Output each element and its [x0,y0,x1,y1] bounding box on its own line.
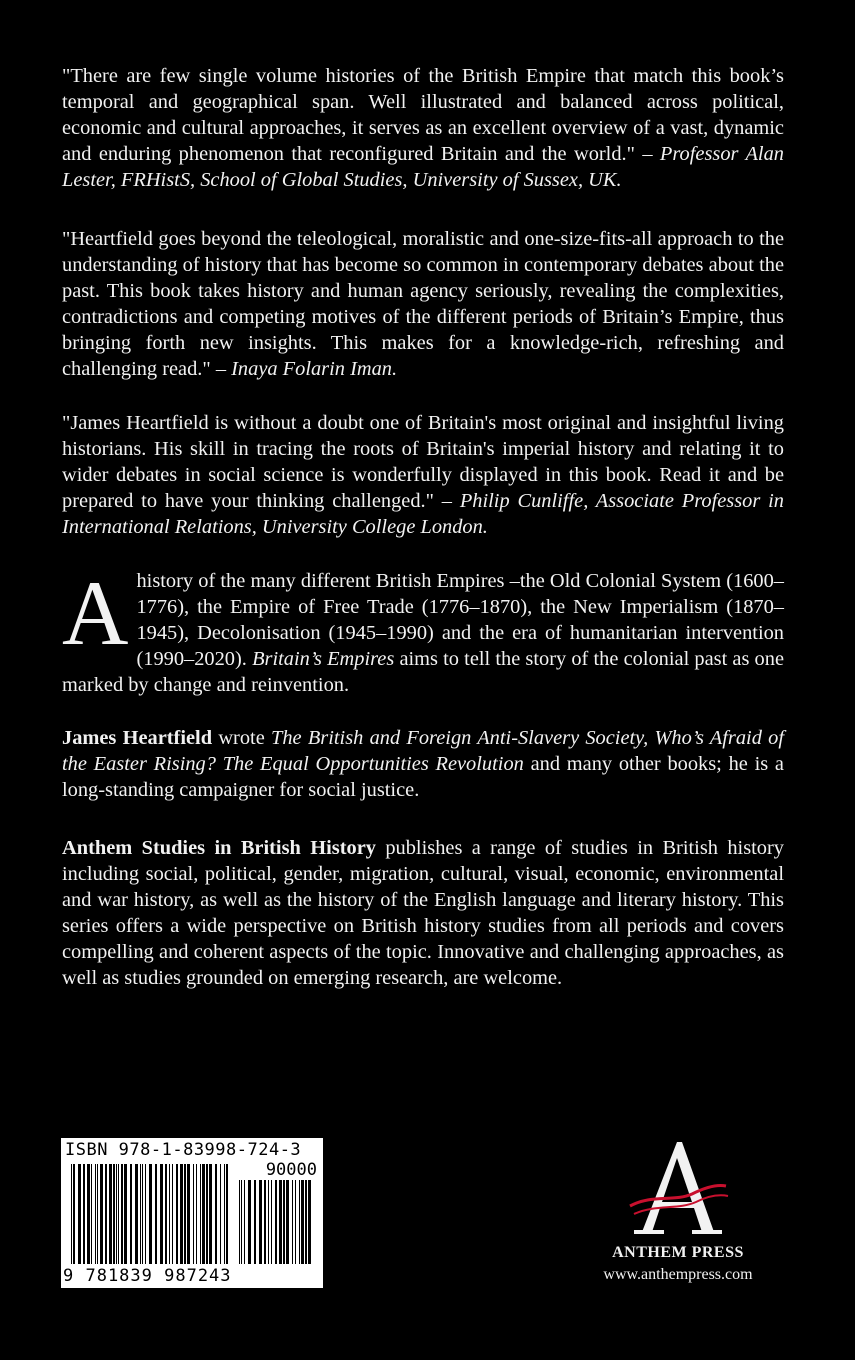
barcode-bar [193,1164,194,1264]
barcode-bar [160,1164,163,1264]
barcode-bar [95,1164,96,1264]
barcode-bar [292,1180,293,1264]
barcode-bar [241,1180,242,1264]
barcode-digits: 9 781839 987243 [63,1266,232,1286]
barcode-bar [308,1180,311,1264]
review-quote-cunliffe [62,410,784,540]
barcode-bar [215,1164,217,1264]
barcode-bar [187,1164,190,1264]
barcode-bar [142,1164,143,1264]
publisher-name: ANTHEM PRESS [612,1244,744,1261]
author-lead: wrote [218,727,265,749]
author-rest: and many other books; he is a long-standing campaigner for social justice. [62,753,784,801]
barcode-bar [283,1180,285,1264]
barcode-bar [299,1180,300,1264]
barcode-bar [184,1164,186,1264]
barcode-bar [116,1164,117,1264]
barcode-bar [155,1164,157,1264]
barcode-bar [226,1164,228,1264]
barcode-bar [271,1180,272,1264]
review-quote-lester [62,63,784,193]
barcode-bar [176,1164,178,1264]
description-text: history of the many different British Empires –the Old Colonial System (1600–1776), the Empire of Free Trade (1776–1870), the New Imperialism (1870–1945), Decolonisation (1945–1990) and the era of humanitarian intervention (1990–2020). [136,570,784,670]
drop-cap: A [62,562,129,664]
barcode-bar [196,1164,197,1264]
author-name: James Heartfield [62,727,213,749]
barcode-addon-bars [239,1180,317,1264]
barcode-bar [124,1164,127,1264]
barcode-bar [305,1180,307,1264]
barcode-bar [140,1164,141,1264]
barcode-bar [100,1164,103,1264]
barcode-bar [149,1164,152,1264]
barcode-bar [220,1164,221,1264]
barcode-bar [78,1164,81,1264]
barcode-bar [71,1164,72,1264]
barcode-bar [73,1164,75,1264]
barcode-bar [206,1164,208,1264]
barcode-bar [169,1164,170,1264]
barcode-bar [135,1164,138,1264]
barcode-addon-label: 90000 [265,1160,317,1180]
series-description [62,835,784,991]
barcode-bar [130,1164,132,1264]
quote-attribution: Professor Alan Lester, FRHistS, School of Global Studies, University of Sussex, UK. [62,143,784,191]
barcode-bar [268,1180,269,1264]
barcode-bar [248,1180,251,1264]
barcode-bar [275,1180,277,1264]
isbn-label: ISBN 978-1-83998-724-3 [65,1140,302,1160]
barcode-bar [91,1164,92,1264]
barcode-bar [87,1164,90,1264]
barcode-bar [118,1164,119,1264]
barcode-bars [71,1164,231,1264]
barcode-bar [105,1164,107,1264]
quote-text: "There are few single volume histories of the British Empire that match this book’s temporal and geographical span. Well illustrated and balanced across political, economic and cultural approaches, it serves as an excellent overview of a vast, dynamic and enduring phenomenon that reconfigured Britain and the world." – [62,65,784,165]
publisher-url: www.anthempress.com [603,1266,753,1283]
barcode-bar [165,1164,167,1264]
barcode-bar [244,1180,245,1264]
barcode-bar [202,1164,205,1264]
series-text: publishes a range of studies in British history including social, political, gender, migration, cultural, visual, economic, environmental and war history, as well as the history of the English language and literary history. This series offers a wide perspective on British history studies from all periods and covers compelling and coherent aspects of the topic. Innovative and challenging approaches, as well as studies grounded on emerging research, are welcome. [62,837,784,989]
barcode-bar [295,1180,296,1264]
barcode-bar [254,1180,256,1264]
barcode-bar [97,1164,98,1264]
book-title: Britain’s Empires [252,648,395,670]
author-works: The British and Foreign Anti-Slavery Society, Who’s Afraid of the Easter Rising? The Equal Opportunities Revolution [62,727,784,775]
quote-attribution: Philip Cunliffe, Associate Professor in International Relations, University College London. [62,490,784,538]
barcode-bar [239,1180,240,1264]
anthem-press-logo [622,1140,732,1240]
barcode-bar [286,1180,289,1264]
barcode-bar [264,1180,266,1264]
quote-attribution: Inaya Folarin Iman. [231,358,398,380]
isbn-barcode [61,1138,323,1288]
barcode-bar [180,1164,183,1264]
barcode-bar [259,1180,262,1264]
quote-text: "James Heartfield is without a doubt one of Britain's most original and insightful living historians. His skill in tracing the roots of Britain's imperial history and relating it to wider debates in social science is wonderfully displayed in this book. Read it and be prepared to have your thinking challenged." – [62,412,784,512]
barcode-bar [145,1164,146,1264]
barcode-bar [301,1180,304,1264]
barcode-bar [209,1164,212,1264]
barcode-bar [224,1164,225,1264]
barcode-bar [121,1164,123,1264]
book-description [62,562,784,698]
barcode-bar [279,1180,282,1264]
description-text-after: aims to tell the story of the colonial past as one marked by change and reinvention. [62,648,784,696]
series-name: Anthem Studies in British History [62,837,376,859]
author-bio [62,725,784,803]
quote-text: "Heartfield goes beyond the teleological, moralistic and one-size-fits-all approach to the understanding of history that has become so common in contemporary debates about the past. This book takes history and human agency seriously, revealing the complexities, contradictions and competing motives of the different periods of Britain’s Empire, thus bringing forth new insights. This makes for a knowledge-rich, refreshing and challenging read." – [62,228,784,380]
barcode-bar [109,1164,112,1264]
barcode-bar [113,1164,115,1264]
barcode-bar [200,1164,201,1264]
barcode-bar [172,1164,173,1264]
barcode-bar [83,1164,85,1264]
review-quote-iman [62,226,784,382]
